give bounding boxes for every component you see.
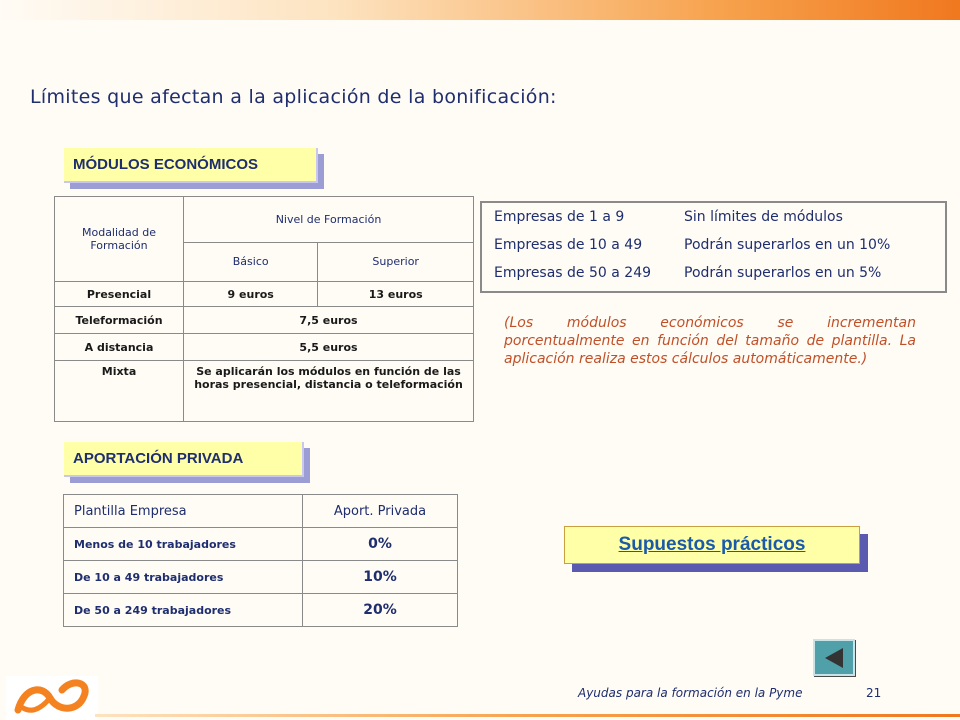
value-cell: 7,5 euros: [184, 307, 474, 334]
basico-cell: 9 euros: [184, 282, 318, 307]
table-row: [55, 282, 474, 307]
table-row: [55, 197, 474, 243]
plantilla-header: Plantilla Empresa: [64, 495, 303, 528]
table-row: [55, 361, 474, 422]
plantilla-cell: De 50 a 249 trabajadores: [64, 594, 303, 627]
page-number: 21: [866, 686, 882, 700]
aportacion-header: Aport. Privada: [303, 495, 458, 528]
top-gradient-bar: [0, 0, 960, 20]
nivel-header: Nivel de Formación: [184, 197, 474, 243]
table-row: [64, 528, 458, 561]
modulos-note: (Los módulos económicos se incrementan porcentualmente en función del tamaño de plantilla. La aplicación realiza estos cálculos automáticamente.): [504, 315, 916, 367]
empresa-rule: Podrán superarlos en un 10%: [684, 237, 891, 253]
empresa-size: Empresas de 1 a 9: [494, 209, 625, 225]
empresa-rule: Sin límites de módulos: [684, 209, 843, 225]
aportacion-cell: 10%: [303, 561, 458, 594]
value-cell: 5,5 euros: [184, 334, 474, 361]
bottom-gradient-line: [95, 714, 960, 717]
table-row: [55, 334, 474, 361]
aportacion-table: [63, 494, 458, 627]
table-row: [55, 307, 474, 334]
supuestos-practicos-button[interactable]: Supuestos prácticos: [564, 526, 860, 564]
infinity-logo-icon: [6, 676, 98, 720]
aportacion-cell: 0%: [303, 528, 458, 561]
table-row: [64, 495, 458, 528]
modulos-economicos-label: MÓDULOS ECONÓMICOS: [64, 148, 318, 183]
modalidad-cell: Mixta: [55, 361, 184, 422]
basico-header: Básico: [184, 242, 318, 281]
modalidad-cell: Presencial: [55, 282, 184, 307]
table-row: [64, 594, 458, 627]
footer-text: Ayudas para la formación en la Pyme: [578, 686, 803, 700]
plantilla-cell: De 10 a 49 trabajadores: [64, 561, 303, 594]
aportacion-cell: 20%: [303, 594, 458, 627]
aportacion-privada-label: APORTACIÓN PRIVADA: [64, 442, 304, 477]
triangle-left-icon: [825, 648, 843, 668]
value-cell: Se aplicarán los módulos en función de las horas presencial, distancia o teleformación: [184, 361, 474, 422]
page-title: Límites que afectan a la aplicación de la bonificación:: [30, 86, 557, 108]
superior-header: Superior: [318, 242, 474, 281]
modalidad-header: Modalidad de Formación: [55, 197, 184, 282]
empresa-size: Empresas de 10 a 49: [494, 237, 643, 253]
plantilla-cell: Menos de 10 trabajadores: [64, 528, 303, 561]
modulos-table: [54, 196, 474, 422]
empresas-box: [480, 201, 947, 293]
superior-cell: 13 euros: [318, 282, 474, 307]
empresa-size: Empresas de 50 a 249: [494, 265, 652, 281]
empresa-rule: Podrán superarlos en un 5%: [684, 265, 882, 281]
modalidad-cell: A distancia: [55, 334, 184, 361]
back-button[interactable]: [813, 639, 855, 676]
table-row: [64, 561, 458, 594]
modalidad-cell: Teleformación: [55, 307, 184, 334]
